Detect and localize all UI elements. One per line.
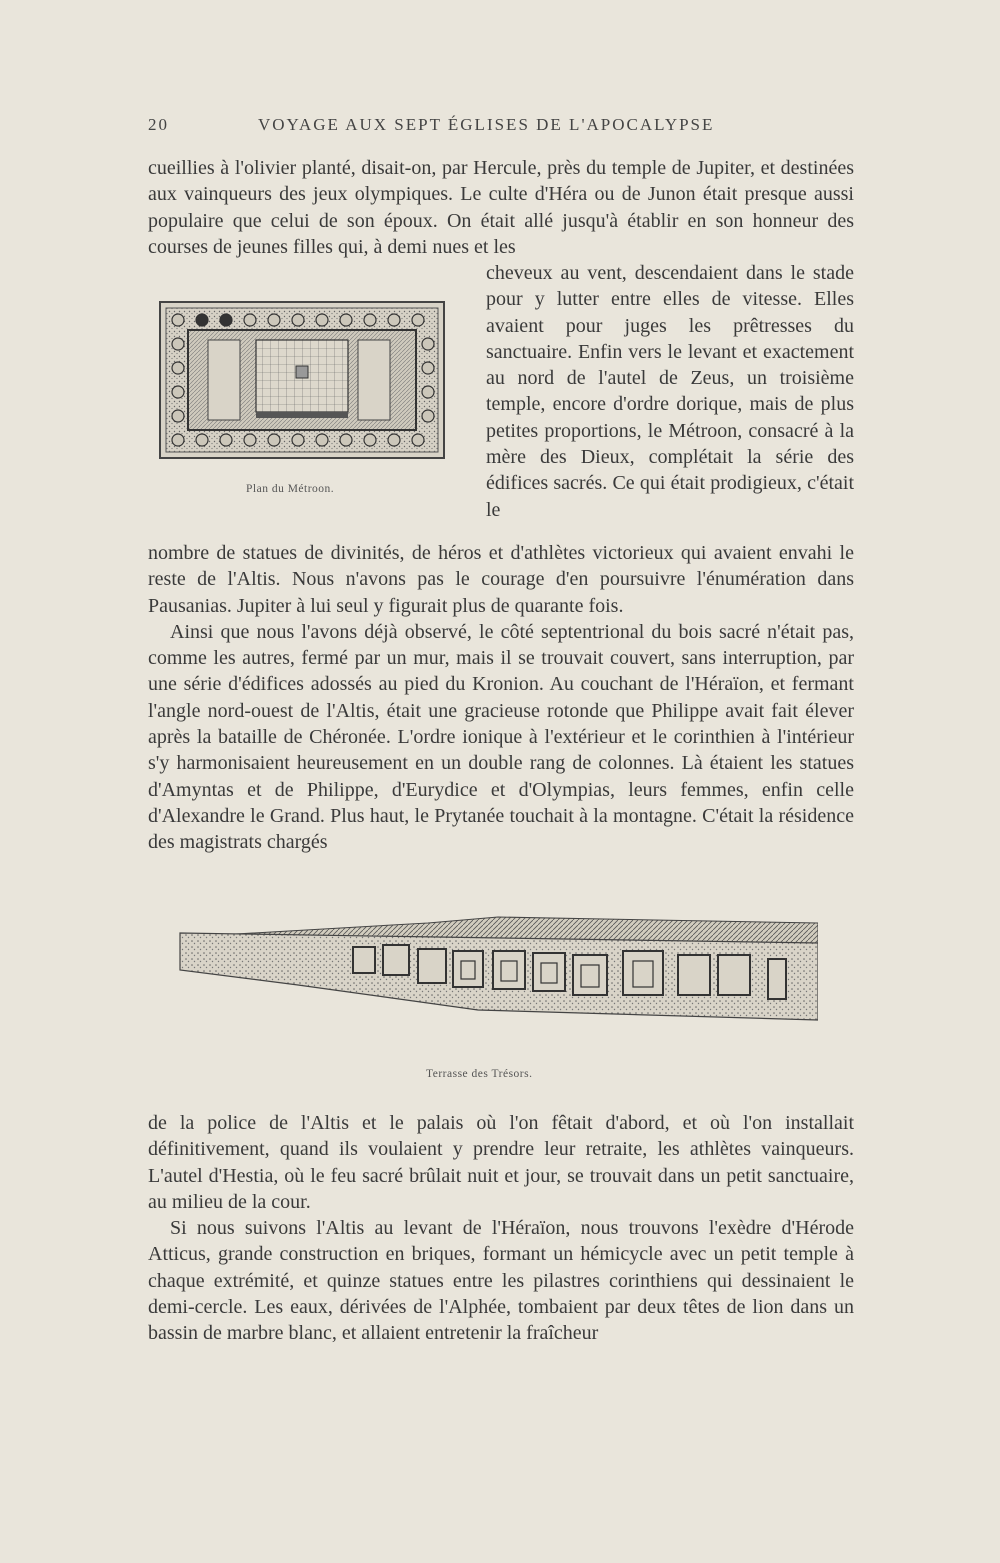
- tresors-caption: Terrasse des Trésors.: [426, 1068, 533, 1080]
- tresors-terrace-drawing: [178, 915, 818, 1040]
- paragraph-text: Ainsi que nous l'avons déjà observé, le côté septentrional du bois sacré n'était pas, comme les autres, fermé par un mur, mais il se trouvait couvert, sans interruption, par une série d'édifices adossés au pied du Kronion. Au couchant de l'Héraïon, et fermant l'angle nord-ouest de l'Altis, était une gracieuse rotonde que Philippe avait fait élever après la bataille de Chéronée. L'ordre ionique à l'extérieur et le corinthien à l'intérieur s'y harmonisaient heureusement en un double rang de colonnes. Là étaient les statues d'Amyntas et de Philippe, d'Eurydice et d'Olympias, leurs femmes, enfin celle d'Alexandre le Grand. Plus haut, le Prytanée touchait à la montagne. C'était la résidence des magistrats chargés: [148, 620, 854, 854]
- metroon-plan-figure: [158, 300, 448, 465]
- paragraph-wrapped: [486, 260, 854, 523]
- paragraph-group-middle: [148, 540, 854, 856]
- paragraph-text: de la police de l'Altis et le palais où l'on fêtait d'abord, et où l'on installait définitivement, quand ils voulaient y prendre leur retraite, les athlètes vainqueurs. L'autel d'Hestia, où le feu sacré brûlait nuit et jour, se trouvait dans un petit sanctuaire, au milieu de la cour.: [148, 1112, 854, 1213]
- running-title: VOYAGE AUX SEPT ÉGLISES DE L'APOCALYPSE: [258, 115, 715, 134]
- metroon-caption: Plan du Métroon.: [246, 483, 335, 495]
- paragraph-opening: [148, 155, 854, 260]
- paragraph-text: nombre de statues de divinités, de héros et d'athlètes victorieux qui avaient envahi le reste de l'Altis. Nous n'avons pas le courage d'en poursuivre l'énumération dans Pausanias. Jupiter à lui seul y figurait plus de quarante fois.: [148, 542, 854, 617]
- paragraph-text: Si nous suivons l'Altis au levant de l'Héraïon, nous trouvons l'exèdre d'Hérode Atticus, grande construction en briques, formant un hémicycle avec un petit temple à chaque extrémité, et quinze statues entre les pilastres corinthiens qui dessinaient le demi-cercle. Les eaux, dérivées de l'Alphée, tombaient par deux têtes de lion dans un bassin de marbre blanc, et allaient entretenir la fraîcheur: [148, 1217, 854, 1345]
- running-header: [148, 115, 848, 145]
- paragraph-text: cheveux au vent, descendaient dans le stade pour y lutter entre elles de vitesse. Elles avaient pour juges les prêtresses du sanctuaire. Enfin vers le levant et exactement au nord de l'autel de Zeus, un troisième temple, encore d'ordre dorique, mais de plus petites proportions, le Métroon, consacré à la mère des Dieux, complétait la série des édifices sacrés. Ce qui était prodigieux, c'était le: [486, 262, 854, 521]
- paragraph-text: cueillies à l'olivier planté, disait-on, par Hercule, près du temple de Jupiter, et destinées aux vainqueurs des jeux olympiques. Le culte d'Héra ou de Junon était presque aussi populaire que celui de son époux. On était allé jusqu'à établir en son honneur des courses de jeunes filles qui, à demi nues et les: [148, 157, 854, 258]
- paragraph-group-bottom: [148, 1110, 854, 1347]
- page-number: 20: [148, 115, 169, 134]
- metroon-plan-drawing: [158, 300, 448, 465]
- tresors-terrace-figure: [178, 915, 818, 1040]
